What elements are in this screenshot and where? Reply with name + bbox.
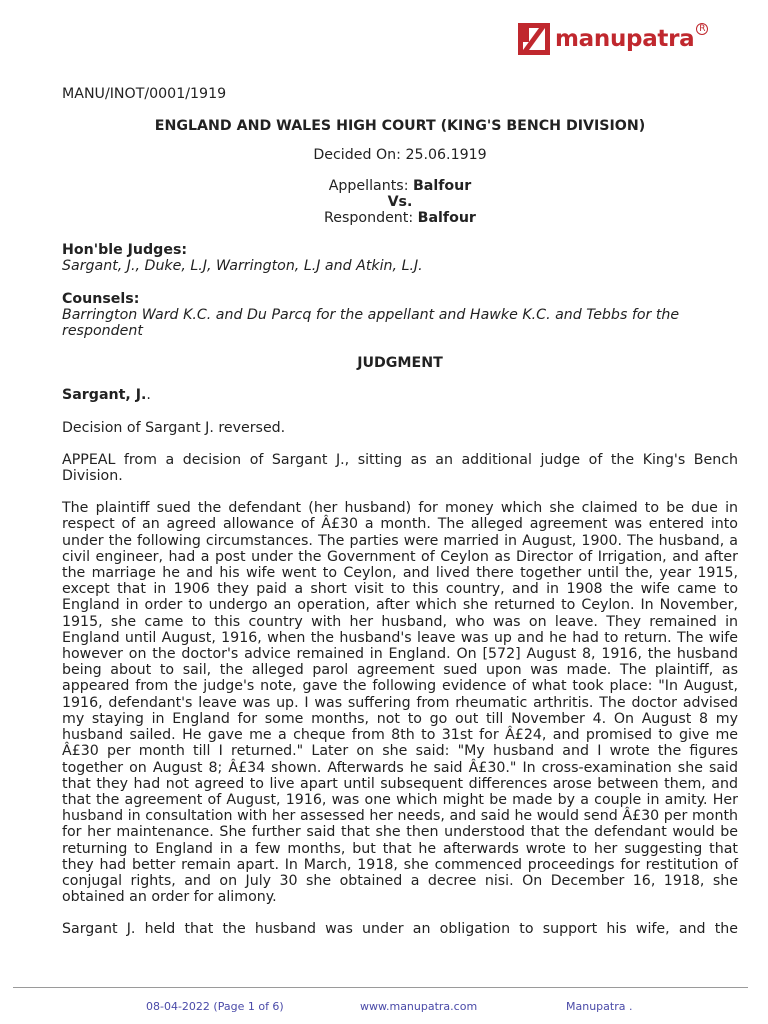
decided-on [62, 147, 738, 163]
paragraph-appeal: APPEAL from a decision of Sargant J., sitting as an additional judge of the King's Bench Division. [62, 451, 738, 485]
judges-list: Sargant, J., Duke, L.J, Warrington, L.J and Atkin, L.J. [62, 258, 423, 275]
judgment-heading: JUDGMENT [357, 355, 443, 372]
appellants-name: Balfour [412, 177, 472, 194]
appellants-label: Appellants: [328, 177, 413, 194]
decided-date: 25.06.1919 [405, 147, 487, 164]
decided-label: Decided On: [313, 147, 406, 164]
manupatra-logo-mark-icon [517, 22, 551, 56]
footer-divider [13, 987, 748, 988]
footer-page-info: 08-04-2022 (Page 1 of 6) [146, 1000, 284, 1013]
paragraph-facts: The plaintiff sued the defendant (her husband) for money which she claimed to be due in respect of an agreed allowance of Â£30 a month. The alleged agreement was entered into under the following circumstances. The parties were married in August, 1900. The husband, a civil engineer, had a post under the Government of Ceylon as Director of Irrigation, and after the marriage he and his wife went to Ceylon, and lived there together until the, year 1915, except that in 1906 they paid a short visit to this country, and in 1908 the wife came to England in order to undergo an operation, after which she returned to Ceylon. In November, 1915, she came to this country with her husband, who was on leave. They remained in England until August, 1916, when the husband's leave was up and he had to return. The wife however on the doctor's advice remained in England. On [572] August 8, 1916, the husband being about to sail, the alleged parol agreement sued upon was made. The plaintiff, as appeared from the judge's note, gave the following evidence of what took place: "In August, 1916, defendant's leave was up. I was suffering from rheumatic arthritis. The doctor advised my staying in England for some months, not to go out till November 4. On August 8 my husband sailed. He gave me a cheque from 8th to 31st for Â£24, and promised to give me Â£30 per month till I returned." Later on she said: "My husband and I wrote the figures together on August 8; Â£34 shown. Afterwards he said Â£30." In cross-examination she said that they had not agreed to live apart until subsequent differences arose between them, and that the agreement of August, 1916, was one which might be made by a couple in amity. Her husband in consultation with her assessed her needs, and said he would send Â£30 per month for her maintenance. She further said that she then understood that the defendant would be returning to England in a few months, but that he afterwards wrote to her suggesting that they had better remain apart. In March, 1918, she commenced proceedings for restitution of conjugal rights, and on July 30 she obtained a decree nisi. On December 16, 1918, she obtained an order for alimony. [62, 500, 738, 906]
citation: MANU/INOT/0001/1919 [62, 86, 227, 102]
judge-name-suffix: . [146, 387, 151, 404]
respondent-label: Respondent: [324, 210, 418, 227]
footer-brand: Manupatra . [566, 1000, 633, 1013]
paragraph-decision: Decision of Sargant J. reversed. [62, 419, 286, 436]
registered-mark: R [696, 23, 708, 35]
respondent-line [62, 210, 738, 226]
versus-text: Vs. [387, 193, 413, 210]
logo-wordmark: manupatra [555, 26, 695, 52]
footer-website-link[interactable]: www.manupatra.com [360, 1000, 478, 1013]
paragraph-holding: Sargant J. held that the husband was under an obligation to support his wife, and the [62, 921, 738, 938]
counsels-heading: Counsels: [62, 290, 140, 307]
judges-heading: Hon'ble Judges: [62, 242, 188, 259]
versus-line [62, 194, 738, 210]
court-title: ENGLAND AND WALES HIGH COURT (KING'S BENCH DIVISION) [154, 118, 646, 135]
manupatra-logo [517, 22, 708, 56]
appellants-line [62, 178, 738, 194]
respondent-name: Balfour [417, 210, 476, 227]
document-body [62, 86, 738, 938]
counsels-list: Barrington Ward K.C. and Du Parcq for the appellant and Hawke K.C. and Tebbs for the respondent [62, 306, 680, 340]
judge-name: Sargant, J. [62, 387, 147, 404]
judge-name-line [62, 387, 738, 403]
